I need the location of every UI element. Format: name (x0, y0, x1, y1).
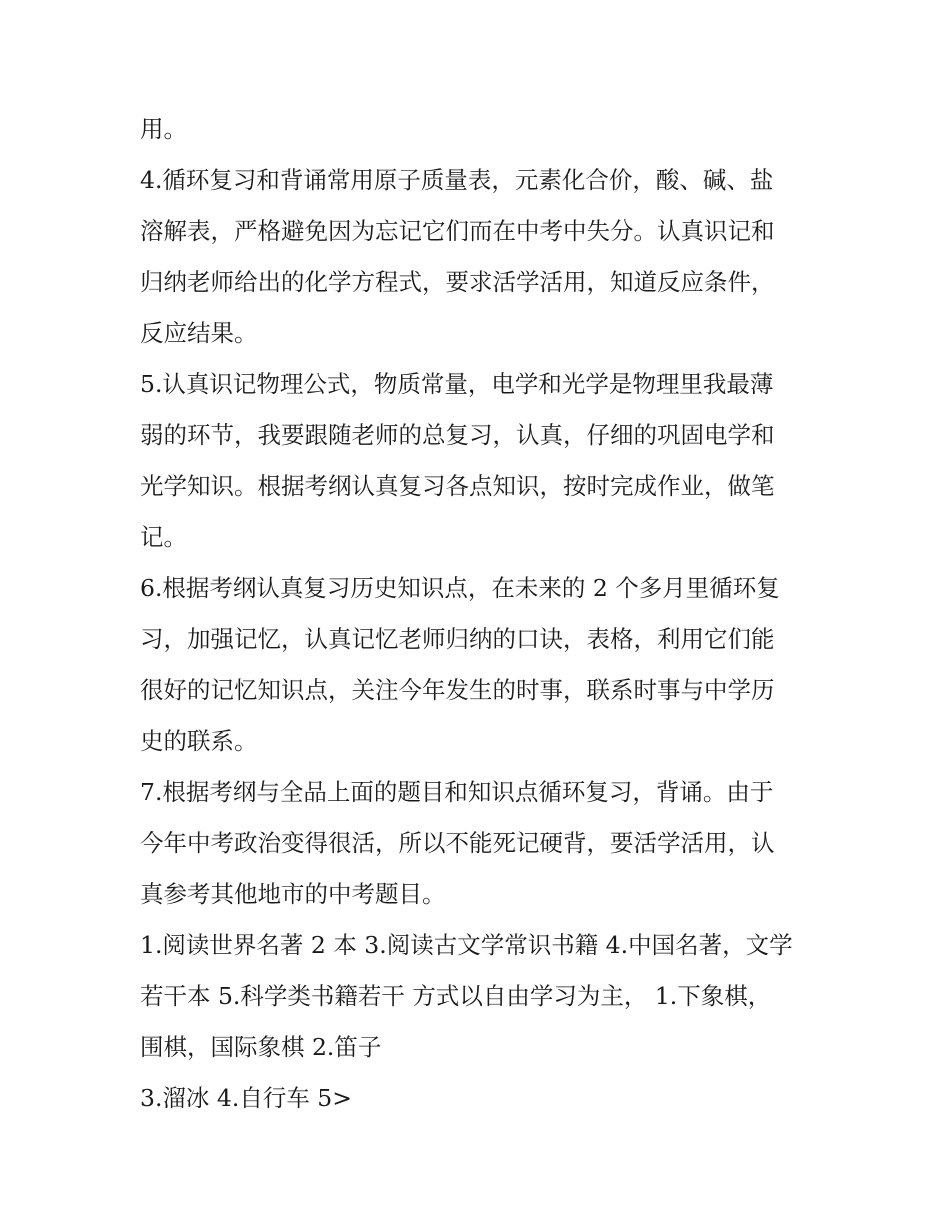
document-body (140, 104, 820, 1124)
text-line: 习，加强记忆，认真记忆老师归纳的口诀，表格，利用它们能 (140, 625, 775, 653)
text-line: 很好的记忆知识点，关注今年发生的时事，联系时事与中学历 (140, 676, 775, 704)
text-line: 围棋，国际象棋 2.笛子 (140, 1033, 382, 1061)
text-line: 史的联系。 (140, 727, 258, 755)
text-line: 反应结果。 (140, 319, 258, 347)
text-line: 弱的环节，我要跟随老师的总复习，认真，仔细的巩固电学和 (140, 421, 775, 449)
text-line: 若干本 5.科学类书籍若干 方式以自由学习为主， 1.下象棋， (140, 982, 772, 1010)
text-line: 3.溜冰 4.自行车 5> (140, 1084, 352, 1112)
text-line: 5.认真识记物理公式，物质常量，电学和光学是物理里我最薄 (140, 370, 774, 398)
text-line: 用。 (140, 115, 187, 143)
text-line: 光学知识。根据考纲认真复习各点知识，按时完成作业，做笔 (140, 472, 775, 500)
text-line: 6.根据考纲认真复习历史知识点，在未来的 2 个多月里循环复 (140, 574, 780, 602)
text-line: 归纳老师给出的化学方程式，要求活学活用，知道反应条件， (140, 268, 775, 296)
text-line: 7.根据考纲与全品上面的题目和知识点循环复习，背诵。由于 (140, 778, 774, 806)
text-line: 今年中考政治变得很活，所以不能死记硬背，要活学活用，认 (140, 829, 775, 857)
text-line: 真参考其他地市的中考题目。 (140, 880, 446, 908)
text-line: 溶解表，严格避免因为忘记它们而在中考中失分。认真识记和 (140, 217, 775, 245)
text-line: 4.循环复习和背诵常用原子质量表，元素化合价，酸、碱、盐 (140, 166, 774, 194)
text-line: 1.阅读世界名著 2 本 3.阅读古文学常识书籍 4.中国名著，文学 (140, 931, 793, 959)
text-line: 记。 (140, 523, 187, 551)
